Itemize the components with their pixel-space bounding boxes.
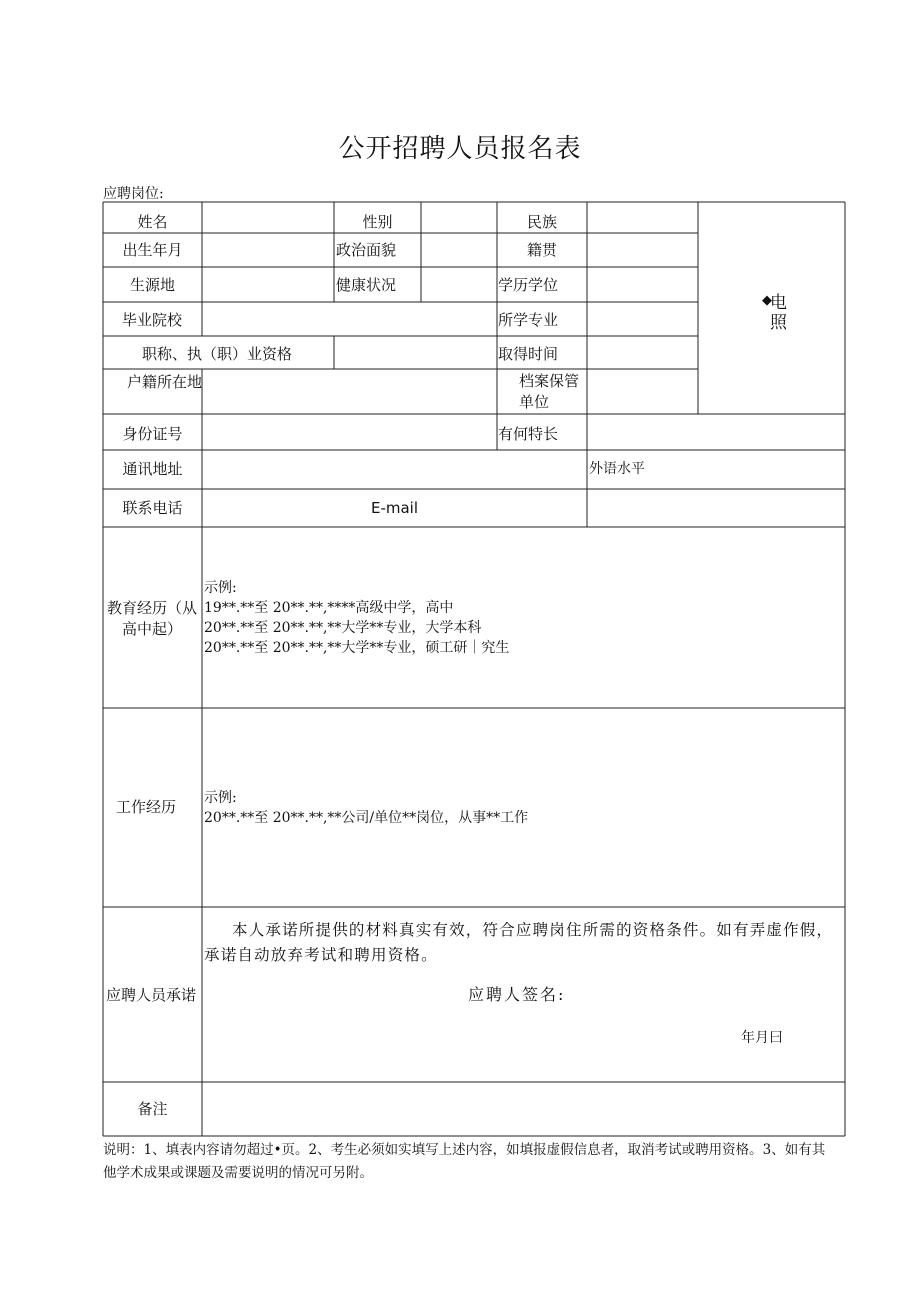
work-example-title: 示例: bbox=[204, 790, 237, 806]
education-example-title: 示例: bbox=[204, 580, 237, 596]
email-input[interactable] bbox=[588, 490, 844, 526]
name-input[interactable] bbox=[203, 203, 333, 232]
specialty-input[interactable] bbox=[588, 415, 844, 449]
household-label: 户籍所在地 bbox=[127, 373, 203, 391]
archive-label-line1: 档案保管 bbox=[519, 372, 580, 390]
education-example-line: 20**.**至 20**.**,**大学**专业，大学本科 bbox=[204, 620, 482, 636]
sign-date: 年月曰 bbox=[741, 1030, 783, 1046]
ethnicity-input[interactable] bbox=[588, 203, 697, 232]
political-status-input[interactable] bbox=[422, 234, 496, 266]
obtained-time-input[interactable] bbox=[588, 337, 697, 368]
address-label: 通讯地址 bbox=[122, 460, 183, 478]
education-label-line1: 教育经历（从 bbox=[107, 599, 198, 617]
major-label: 所学专业 bbox=[498, 311, 559, 329]
signature-input[interactable] bbox=[580, 980, 780, 1006]
photo-label-line2: 照 bbox=[770, 313, 787, 333]
photo-label-line1: 电 bbox=[770, 293, 787, 313]
origin-label: 生源地 bbox=[129, 276, 175, 294]
health-label: 健康状况 bbox=[336, 276, 397, 294]
signature-label: 应聘人签名: bbox=[468, 985, 566, 1004]
specialty-label: 有何特长 bbox=[498, 425, 559, 443]
native-place-input[interactable] bbox=[588, 234, 697, 266]
form-title: 公开招聘人员报名表 bbox=[338, 134, 582, 164]
pledge-label: 应聘人员承诺 bbox=[106, 986, 197, 1004]
gender-input[interactable] bbox=[422, 203, 496, 232]
archive-input[interactable] bbox=[588, 370, 697, 413]
qualification-label: 职称、执（职）业资格 bbox=[142, 345, 293, 363]
birth-date-label: 出生年月 bbox=[122, 241, 183, 259]
archive-label-line2: 单位 bbox=[519, 393, 550, 411]
major-input[interactable] bbox=[588, 303, 697, 335]
name-label: 姓名 bbox=[137, 213, 168, 231]
qualification-input[interactable] bbox=[335, 337, 496, 368]
position-label: 应聘岗位: bbox=[103, 186, 164, 202]
work-label: 工作经历 bbox=[116, 798, 177, 816]
education-example-line: 20**.**至 20**.**,**大学**专业，硕工研｜究生 bbox=[204, 640, 510, 656]
email-label: E-mail bbox=[370, 499, 419, 517]
id-number-label: 身份证号 bbox=[122, 425, 183, 443]
obtained-time-label: 取得时间 bbox=[498, 345, 559, 363]
health-input[interactable] bbox=[422, 268, 496, 301]
id-number-input[interactable] bbox=[203, 415, 496, 449]
language-label: 外语水平 bbox=[589, 461, 645, 477]
native-place-label: 籍贯 bbox=[526, 241, 557, 259]
education-example-line: 19**.**至 20**.**,****高级中学，高中 bbox=[204, 600, 454, 616]
remarks-label: 备注 bbox=[137, 1100, 168, 1118]
degree-input[interactable] bbox=[588, 268, 697, 301]
form-note: 说明：1、填表内容请勿超过•页。2、考生必须如实填写上述内容，如填报虚假信息者，取消考试或聘用资格。3、如有其他学术成果或课题及需要说明的情况可另附。 bbox=[103, 1142, 826, 1181]
gender-label: 性别 bbox=[362, 213, 393, 231]
household-input[interactable] bbox=[203, 370, 496, 413]
school-input[interactable] bbox=[203, 303, 496, 335]
work-example-line: 20**.**至 20**.**,**公司/单位**岗位，从事**工作 bbox=[204, 810, 529, 826]
education-label-line2: 高中起） bbox=[122, 620, 183, 638]
phone-label: 联系电话 bbox=[122, 499, 183, 517]
ethnicity-label: 民族 bbox=[526, 213, 557, 231]
pledge-text: 本人承诺所提供的材料真实有效，符合应聘岗住所需的资格条件。如有弄虚作假，承诺自动放弃考试和聘用资格。 bbox=[204, 921, 834, 964]
photo-marker-icon: ◆ bbox=[762, 293, 772, 308]
school-label: 毕业院校 bbox=[122, 311, 183, 329]
address-input[interactable] bbox=[203, 451, 586, 488]
birth-date-input[interactable] bbox=[203, 234, 333, 266]
remarks-input[interactable] bbox=[203, 1083, 844, 1135]
degree-label: 学历学位 bbox=[498, 276, 559, 294]
political-status-label: 政治面貌 bbox=[336, 241, 397, 259]
origin-input[interactable] bbox=[203, 268, 333, 301]
